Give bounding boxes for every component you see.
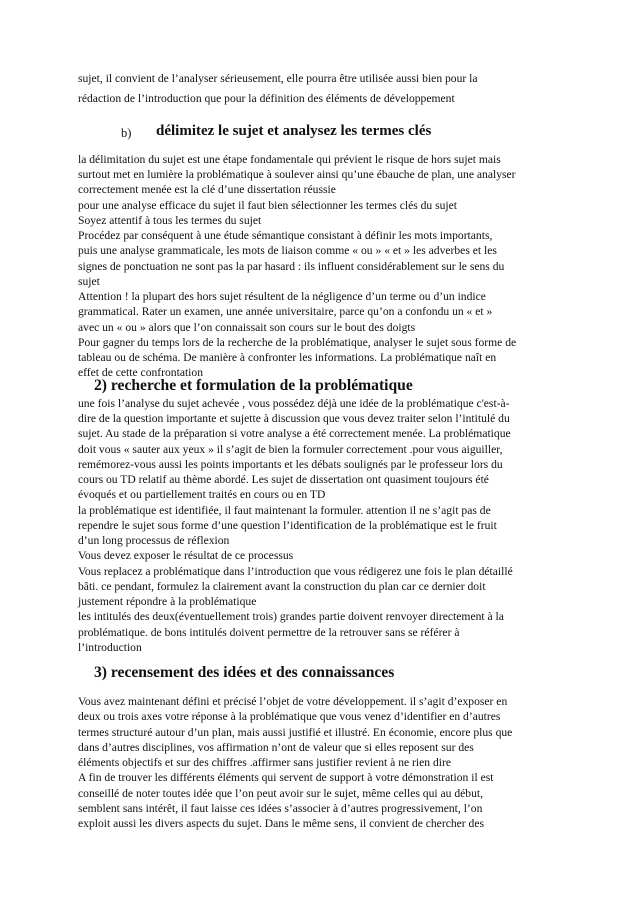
section-3-line: exploit aussi les divers aspects du sujet. Dans le même sens, il convient de chercher des xyxy=(78,817,484,830)
heading-b-title: délimitez le sujet et analysez les termes clés xyxy=(156,123,432,139)
section-2-line: bâti. ce pendant, formulez la clairement avant la construction du plan car ce dernier doit xyxy=(78,580,486,593)
section-b-line: pour une analyse efficace du sujet il faut bien sélectionner les termes clés du sujet xyxy=(78,199,458,212)
section-3-line: conseillé de noter toutes idée que l’on peut avoir sur le sujet, même celles qui au début, xyxy=(78,787,484,800)
section-2-line: Vous replacez a problématique dans l’introduction que vous rédigerez une fois le plan détaillé xyxy=(78,565,513,578)
section-3-line: semblent sans intérêt, il faut laisse ces idées s’associer à d’autres progressivement, l’on xyxy=(78,802,483,815)
section-b-line: Attention ! la plupart des hors sujet résultent de la négligence d’un terme ou d’un indice xyxy=(78,290,486,303)
section-b-line: surtout met en lumière la problématique à soulever ainsi qu’une ébauche de plan, une analyser xyxy=(78,168,516,181)
section-b-line: avec un « ou » alors que l’on connaissait son cours sur le bout des doigts xyxy=(78,321,416,334)
heading-3: 3) recensement des idées et des connaissances xyxy=(94,664,395,681)
intro-line: sujet, il convient de l’analyser sérieusement, elle pourra être utilisée aussi bien pour la xyxy=(78,72,478,85)
section-b-line: sujet xyxy=(78,275,100,288)
section-2-line: évoqués et ou partiellement traités en cours ou en TD xyxy=(78,488,326,501)
section-b-line: Pour gagner du temps lors de la recherche de la problématique, analyser le sujet sous forme de xyxy=(78,336,517,349)
section-2-line: rependre le sujet sous forme d’une question l’identification de la problématique est le fruit xyxy=(78,519,497,532)
section-2-line: remémorez-vous aussi les points importants et les débats soulignés par le professeur lors du xyxy=(78,458,503,471)
section-b-line: effet de cette confrontation xyxy=(78,366,204,379)
section-2-line: dire de la question importante et sujette à discussion que vous devez traiter selon l’intitulé du xyxy=(78,412,510,425)
section-2-line: sujet. Au stade de la préparation si votre analyse a été correctement menée. La problématique xyxy=(78,427,511,440)
section-3-line: deux ou trois axes votre réponse à la problématique que vous venez d’identifier en d’autres xyxy=(78,710,501,723)
section-b-line: puis une analyse grammaticale, les mots de liaison comme « ou » « et » les adverbes et les xyxy=(78,244,497,257)
section-3-line: A fin de trouver les différents éléments qui servent de support à votre démonstration il est xyxy=(78,771,494,784)
section-2-line: l’introduction xyxy=(78,641,142,654)
section-2-line: une fois l’analyse du sujet achevée , vous possédez déjà une idée de la problématique c'est-à- xyxy=(78,397,510,410)
section-b-line: tableau ou de schéma. De manière à confronter les informations. La problématique naît en xyxy=(78,351,497,364)
section-2-line: d’un long processus de réflexion xyxy=(78,534,230,547)
section-3-line: Vous avez maintenant défini et précisé l’objet de votre développement. il s’agit d’exposer en xyxy=(78,695,508,708)
section-2-line: la problématique est identifiée, il faut maintenant la formuler. attention il ne s’agit pas de xyxy=(78,504,491,517)
section-2-line: problématique. de bons intitulés doivent permettre de la retrouver sans se référer à xyxy=(78,626,460,639)
section-2-line: cours ou TD relatif au thème abordé. Les sujet de dissertation ont quasiment toujours été xyxy=(78,473,489,486)
section-2-line: Vous devez exposer le résultat de ce processus xyxy=(78,549,294,562)
section-b-line: signes de ponctuation ne sont pas la par hasard : ils influent considérablement sur le sens du xyxy=(78,260,505,273)
section-3-line: termes structuré autour d’un plan, mais aussi justifié et illustré. En économie, encore plus que xyxy=(78,726,513,739)
intro-line: rédaction de l’introduction que pour la définition des éléments de développement xyxy=(78,92,455,105)
section-2-line: doit vous « sauter aux yeux » il s’agit de bien la formuler correctement .pour vous aiguiller, xyxy=(78,443,503,456)
heading-b-number: b) xyxy=(121,126,132,140)
section-b-line: correctement menée est la clé d’une dissertation réussie xyxy=(78,183,336,196)
section-3-line: éléments objectifs et sur des chiffres .affirmer sans justifier revient à ne rien dire xyxy=(78,756,452,769)
heading-2: 2) recherche et formulation de la problématique xyxy=(94,377,413,394)
section-b-line: Procédez par conséquent à une étude sémantique consistant à définir les mots importants, xyxy=(78,229,493,242)
section-b-line: la délimitation du sujet est une étape fondamentale qui prévient le risque de hors sujet mais xyxy=(78,153,501,166)
section-b-line: Soyez attentif à tous les termes du sujet xyxy=(78,214,262,227)
section-2-line: les intitulés des deux(éventuellement trois) grandes partie doivent renvoyer directement à la xyxy=(78,610,504,623)
section-3-line: dans d’autres disciplines, vos affirmation n’ont de valeur que si elles reposent sur des xyxy=(78,741,474,754)
section-b-line: grammatical. Rater un examen, une année universitaire, parce qu’on a confondu un « et » xyxy=(78,305,493,318)
section-2-line: justement répondre à la problématique xyxy=(78,595,257,608)
